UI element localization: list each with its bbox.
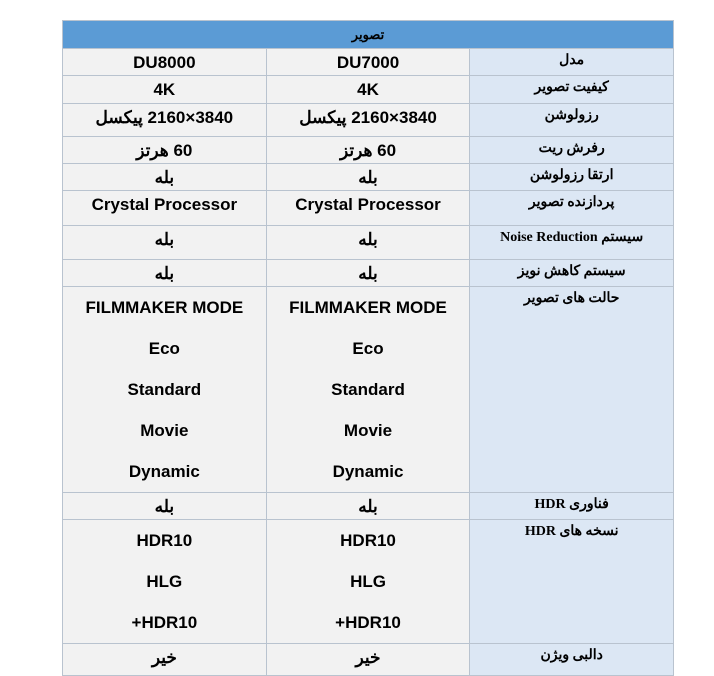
value-cell-du8000 [63, 520, 267, 644]
cell-value: HLG [146, 572, 183, 591]
row-label: کیفیت تصویر [470, 76, 674, 104]
cell-value: 3840×2160 پیکسل [95, 108, 234, 127]
cell-value: HDR10+ [335, 613, 401, 632]
row-label: رفرش ریت [470, 137, 674, 164]
cell-value: HDR10+ [131, 613, 198, 632]
table-row [63, 493, 674, 520]
cell-value: بله [358, 168, 378, 187]
value-cell-du8000 [63, 49, 267, 76]
cell-value: Dynamic [128, 462, 200, 481]
value-cell-du8000 [63, 164, 267, 191]
cell-value: خیر [355, 648, 381, 667]
value-cell-du7000 [266, 191, 470, 226]
value-cell-du7000 [266, 76, 470, 104]
cell-value: خیر [151, 648, 177, 667]
value-cell-du7000 [266, 137, 470, 164]
value-cell-du7000 [266, 493, 470, 520]
value-cell-du8000 [63, 493, 267, 520]
cell-value: 3840×2160 پیکسل [299, 108, 437, 127]
cell-value: Dynamic [332, 462, 404, 481]
picture-specs-table [62, 20, 674, 676]
table-row [63, 137, 674, 164]
cell-value: بله [154, 264, 175, 283]
table-row [63, 287, 674, 493]
cell-value: DU8000 [133, 53, 196, 72]
value-cell-du7000 [266, 164, 470, 191]
row-label: سیستم کاهش نویز [470, 260, 674, 287]
value-cell-du7000 [266, 520, 470, 644]
row-label: فناوری HDR [470, 493, 674, 520]
value-cell-du8000 [63, 104, 267, 137]
cell-value: بله [358, 230, 378, 249]
value-cell-du8000 [63, 644, 267, 676]
row-label: پردازنده تصویر [470, 191, 674, 226]
table-header-row [63, 21, 674, 49]
cell-value: Movie [343, 421, 393, 440]
value-cell-du7000 [266, 260, 470, 287]
cell-value: بله [154, 230, 175, 249]
cell-value: بله [154, 168, 175, 187]
cell-value: 60 هرتز [136, 141, 193, 160]
value-cell-du7000 [266, 287, 470, 493]
cell-value: Standard [127, 380, 202, 399]
cell-value: Crystal Processor [91, 195, 238, 214]
row-label: سیستم Noise Reduction [470, 226, 674, 260]
value-cell-du7000 [266, 644, 470, 676]
table-row [63, 520, 674, 644]
value-cell-du7000 [266, 226, 470, 260]
value-cell-du8000 [63, 226, 267, 260]
cell-value: 4K [357, 80, 379, 99]
table-row [63, 260, 674, 287]
row-label: حالت های تصویر [470, 287, 674, 493]
cell-value: FILMMAKER MODE [289, 298, 447, 317]
row-label: ارتقا رزولوشن [470, 164, 674, 191]
value-cell-du8000 [63, 260, 267, 287]
cell-value: HDR10 [340, 531, 396, 550]
value-cell-du8000 [63, 137, 267, 164]
table-header: تصویر [63, 21, 674, 49]
row-label: نسخه های HDR [470, 520, 674, 644]
cell-value: FILMMAKER MODE [85, 298, 244, 317]
value-cell-du8000 [63, 76, 267, 104]
value-cell-du7000 [266, 49, 470, 76]
value-cell-du7000 [266, 104, 470, 137]
table-row [63, 226, 674, 260]
cell-value: Movie [140, 421, 189, 440]
cell-value: بله [154, 497, 175, 516]
cell-value: Eco [352, 339, 384, 358]
cell-value: 60 هرتز [339, 141, 397, 160]
row-label: مدل [470, 49, 674, 76]
cell-value: 4K [153, 80, 176, 99]
value-cell-du8000 [63, 191, 267, 226]
row-label: رزولوشن [470, 104, 674, 137]
cell-value: HDR10 [136, 531, 193, 550]
value-cell-du8000 [63, 287, 267, 493]
cell-value: بله [358, 497, 378, 516]
table-row [63, 76, 674, 104]
row-label: دالبی ویژن [470, 644, 674, 676]
table-row [63, 164, 674, 191]
cell-value: Standard [331, 380, 405, 399]
table-row [63, 49, 674, 76]
table-row [63, 104, 674, 137]
table-row [63, 644, 674, 676]
cell-value: DU7000 [336, 53, 400, 72]
cell-value: Crystal Processor [295, 195, 441, 214]
cell-value: Eco [148, 339, 180, 358]
cell-value: HLG [350, 572, 386, 591]
table-row [63, 191, 674, 226]
cell-value: بله [358, 264, 378, 283]
